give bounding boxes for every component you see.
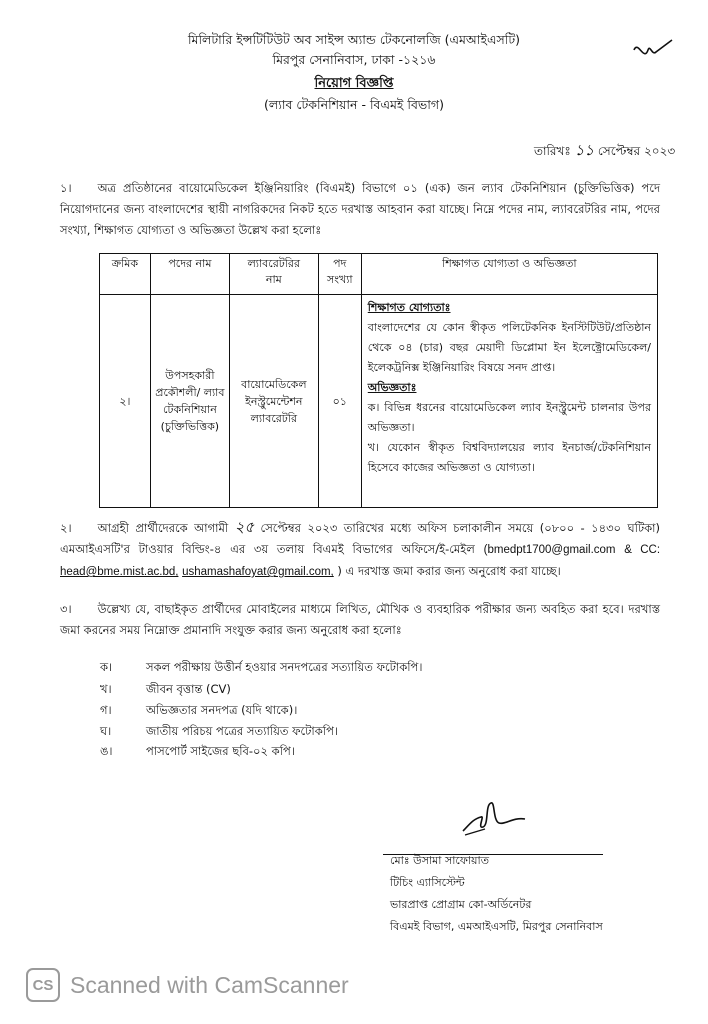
camscanner-watermark bbox=[26, 968, 349, 1002]
paragraph-1 bbox=[60, 178, 660, 241]
list-item bbox=[100, 741, 295, 761]
vacancy-table bbox=[99, 253, 658, 508]
table-row bbox=[100, 295, 658, 508]
camscanner-logo-icon: CS bbox=[26, 968, 60, 1002]
header-count: পদ সংখ্যা bbox=[318, 254, 361, 295]
initials-scribble bbox=[628, 36, 676, 66]
signatory-name: মোঃ উসামা সাফোয়াত bbox=[390, 854, 489, 867]
cell-count bbox=[318, 295, 361, 508]
list-text: জাতীয় পরিচয় পত্রের সত্যায়িত ফটোকপি। bbox=[146, 724, 339, 738]
list-item bbox=[100, 657, 422, 677]
date-day: ১১ bbox=[574, 141, 595, 159]
list-text: জীবন বৃত্তান্ত (CV) bbox=[146, 682, 231, 696]
paragraph-2-post: সেপ্টেম্বর ২০২৩ তারিখের মধ্যে অফিস চলাকালীন সময়ে (০৮০০ - ১৪৩০ ঘটিকা) এমআইএসটি'র টাওয়ার বিল্ডিং-৪ এর ৩য় তলায় বিএমই বিভাগের অফিসে/ই-মেইল bbox=[60, 521, 661, 556]
cell-serial bbox=[100, 295, 151, 508]
cell-post bbox=[150, 295, 229, 508]
notice-title-wrap bbox=[0, 74, 708, 95]
experience-item-b: খ। যেকোন স্বীকৃত বিশ্ববিদ্যালয়ের ল্যাব ইনচার্জ/টেকনিশিয়ান হিসেবে কাজের অভিজ্ঞতা ও যোগ্যতা। bbox=[367, 441, 651, 474]
notice-title: নিয়োগ বিজ্ঞপ্তি bbox=[314, 76, 394, 91]
paragraph-2 bbox=[60, 517, 660, 583]
list-item bbox=[100, 700, 297, 720]
paragraph-3 bbox=[60, 599, 660, 641]
deadline-day: ২৫ bbox=[234, 518, 255, 536]
education-heading: শিক্ষাগত যোগ্যতাঃ bbox=[367, 301, 451, 314]
list-mark: ঘ। bbox=[100, 724, 112, 738]
email-main[interactable]: (bmedpt1700@gmail.com bbox=[483, 544, 616, 556]
list-text: অভিজ্ঞতার সনদপত্র (যদি থাকে)। bbox=[146, 703, 298, 717]
paragraph-1-text: অত্র প্রতিষ্ঠানের বায়োমেডিকেল ইঞ্জিনিয়ারিং (বিএমই) বিভাগে ০১ (এক) জন ল্যাব টেকনিশিয়ান (চুক্তিভিত্তিক) পদে নিয়োগদানের জন্য বাংলাদেশের স্থায়ী নাগরিকদের নিকট হতে দরখাস্ত আহবান করা যাচ্ছে। নিম্নে পদের নাম, ল্যাবরেটরির নাম, পদের সংখ্যা, শিক্ষাগত যোগ্যতা ও অভিজ্ঞতা উল্লেখ করা হলোঃ bbox=[60, 181, 660, 237]
count-value: ০১ bbox=[332, 394, 347, 408]
header-qualification: শিক্ষাগত যোগ্যতা ও অভিজ্ঞতা bbox=[361, 254, 657, 295]
institute-address: মিরপুর সেনানিবাস, ঢাকা -১২১৬ bbox=[272, 52, 436, 67]
email-cc-assistant[interactable]: ushamashafoyat@gmail.com, bbox=[182, 566, 334, 578]
list-item bbox=[100, 679, 231, 699]
list-text: পাসপোর্ট সাইজের ছবি-০২ কপি। bbox=[146, 744, 295, 758]
paragraph-3-text: উল্লেখ্য যে, বাছাইকৃত প্রার্থীদের মোবাইলের মাধ্যমে লিখিত, মৌখিক ও ব্যবহারিক পরীক্ষার জন্য অবহিত করা হবে। দরখাস্ত জমা করনের সময় নিম্নোক্ত প্রমানাদি সংযুক্ত করার জন্য অনুরোধ করা হলোঃ bbox=[60, 602, 660, 637]
signature-scribble bbox=[455, 795, 535, 845]
paragraph-1-number: ১। bbox=[60, 181, 72, 195]
list-text: সকল পরীক্ষায় উত্তীর্ন হওয়ার সনদপত্রের সত্যায়িত ফটোকপি। bbox=[146, 660, 423, 674]
notice-subtitle: (ল্যাব টেকনিশিয়ান - বিএমই বিভাগ) bbox=[264, 97, 444, 112]
header-serial: ক্রমিক bbox=[100, 254, 151, 295]
cell-qualification bbox=[361, 295, 657, 508]
paragraph-3-number: ৩। bbox=[60, 602, 72, 616]
post-value: উপসহকারী প্রকৌশলী/ ল্যাব টেকনিশিয়ান (চুক্তিভিত্তিক) bbox=[155, 369, 225, 433]
list-mark: খ। bbox=[100, 682, 112, 696]
signatory-duty: ভারপ্রাপ্ত প্রোগ্রাম কো-অর্ডিনেটর bbox=[390, 898, 532, 911]
experience-heading: অভিজ্ঞতাঃ bbox=[367, 381, 417, 394]
paragraph-2-tail: ) এ দরখাস্ত জমা করার জন্য অনুরোধ করা যাচ্ছে। bbox=[337, 564, 561, 578]
header-lab: ল্যাবরেটরির নাম bbox=[229, 254, 318, 295]
date-label: তারিখঃ bbox=[534, 144, 571, 158]
education-text: বাংলাদেশের যে কোন স্বীকৃত পলিটেকনিক ইনস্টিটিউট/প্রতিষ্ঠান থেকে ০৪ (চার) বছর মেয়াদী ডিপ্লোমা ইন ইলেক্ট্রোমেডিকেল/ইলেকট্রনিক্স ইঞ্জিনিয়ারিং বিষয়ে সনদ প্রাপ্ত। bbox=[367, 321, 651, 374]
serial-value: ২। bbox=[119, 394, 131, 408]
table-header-row bbox=[100, 254, 658, 295]
header-post: পদের নাম bbox=[150, 254, 229, 295]
signatory-dept: বিএমই বিভাগ, এমআইএসটি, মিরপুর সেনানিবাস bbox=[390, 920, 603, 933]
date-month-year: সেপ্টেম্বর ২০২৩ bbox=[597, 144, 676, 158]
signatory-block bbox=[390, 850, 603, 938]
institute-name: মিলিটারি ইন্সটিটিউট অব সাইন্স অ্যান্ড টেকনোলজি (এমআইএসটি) bbox=[187, 32, 521, 47]
camscanner-text: Scanned with CamScanner bbox=[70, 971, 349, 998]
date-line bbox=[534, 139, 675, 164]
lab-value: বায়োমেডিকেল ইনস্ট্রুমেন্টেশন ল্যাবরেটরি bbox=[241, 377, 307, 425]
paragraph-2-pre: আগ্রহী প্রার্থীদেরকে আগামী bbox=[97, 521, 229, 535]
paragraph-2-number: ২। bbox=[60, 521, 72, 535]
list-mark: গ। bbox=[100, 703, 112, 717]
list-mark: ক। bbox=[100, 660, 113, 674]
cell-lab bbox=[229, 295, 318, 508]
signatory-role: টিচিং এ্যাসিস্টেন্ট bbox=[390, 876, 465, 889]
list-item bbox=[100, 721, 338, 741]
email-cc-head[interactable]: head@bme.mist.ac.bd, bbox=[60, 566, 179, 578]
experience-item-a: ক। বিভিন্ন ধরনের বায়োমেডিকেল ল্যাব ইনস্ট্রুমেন্ট চালনার উপর অভিজ্ঞতা। bbox=[367, 401, 651, 434]
cc-label: & CC: bbox=[624, 544, 661, 556]
list-mark: ঙ। bbox=[100, 744, 113, 758]
